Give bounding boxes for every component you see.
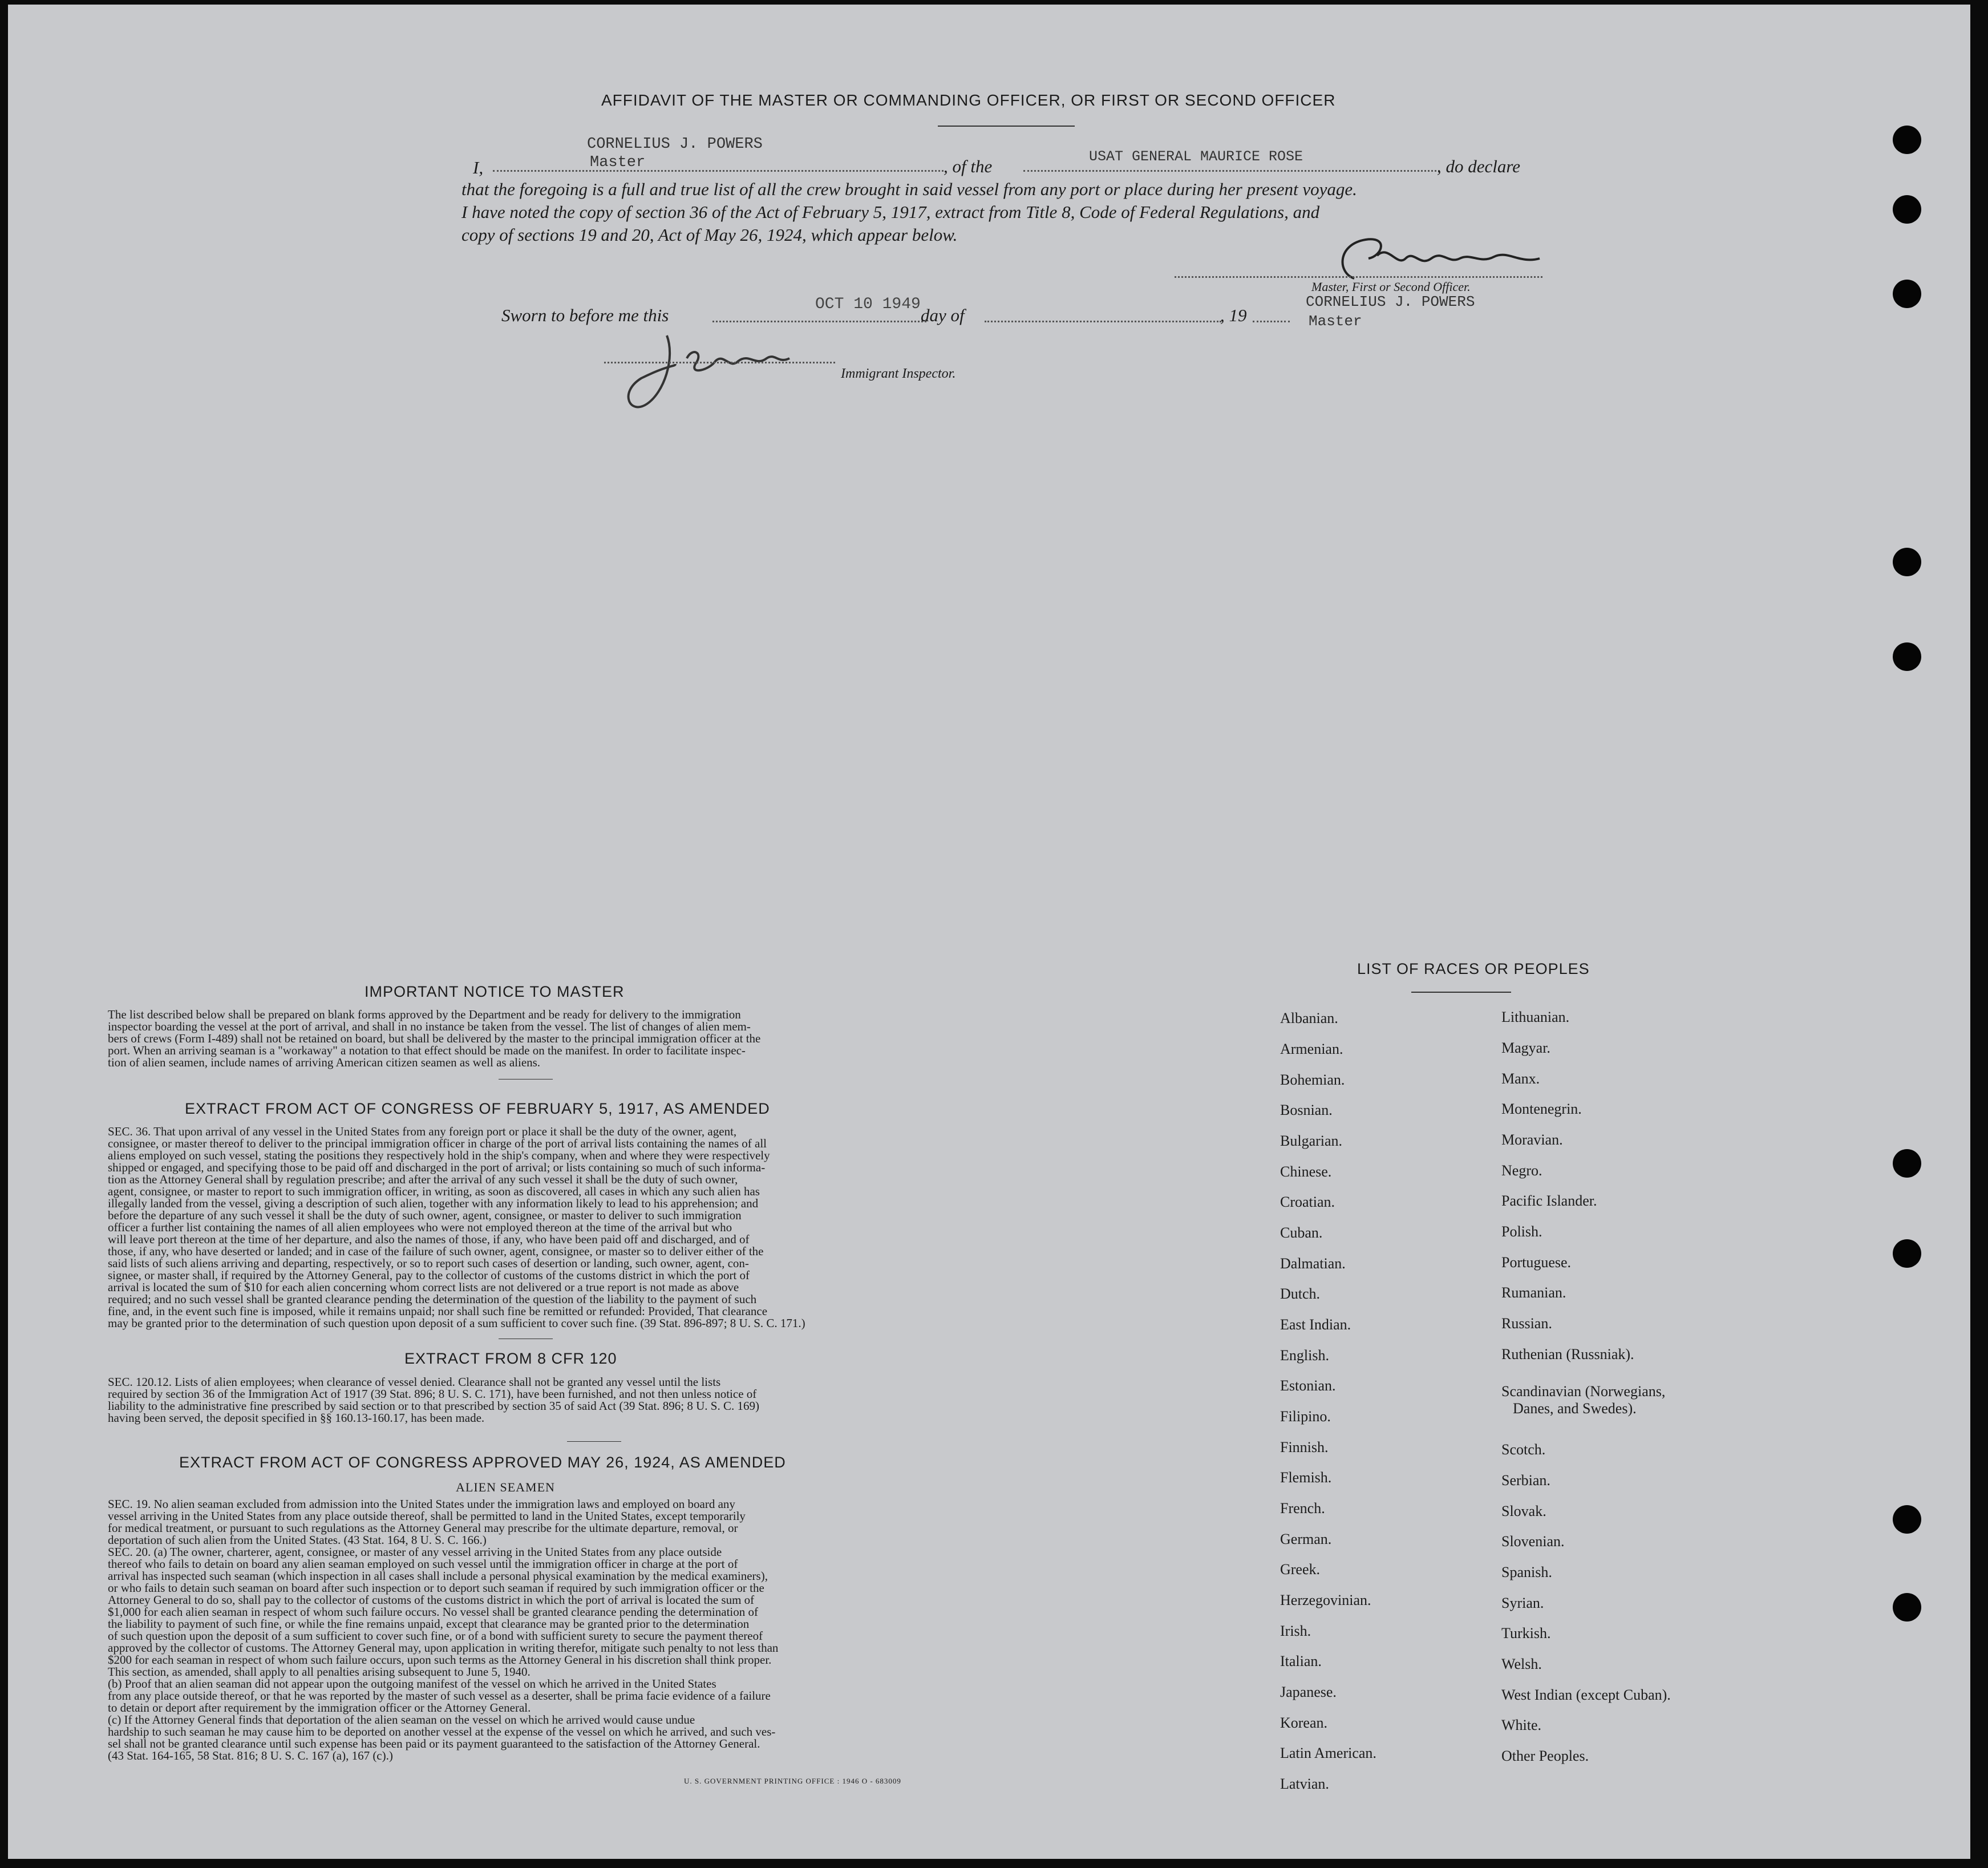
punch-hole [1893, 1149, 1921, 1178]
extract-1924-line: approved by the collector of customs. The Attorney General may, upon application in writing therefor, mitigate such penalty to not less than [108, 1641, 779, 1655]
race-item: German. [1280, 1531, 1332, 1547]
race-item: White. [1501, 1717, 1542, 1733]
race-item: Slovenian. [1501, 1533, 1565, 1550]
typed-name: CORNELIUS J. POWERS [587, 136, 763, 153]
race-item: Magyar. [1501, 1040, 1550, 1056]
extract-1917-line: signee, or master shall, if required by the Attorney General, pay to the collector of customs of the customs district in which the port of [108, 1268, 750, 1282]
name-line [493, 170, 944, 172]
form-sheet [8, 5, 1970, 1859]
extract-1917-line: fine, and, in the event such fine is imposed, while it remains unpaid; nor shall such fine be remitted or refunded: Provided, That clearance [108, 1304, 768, 1318]
extract-1924-line: (43 Stat. 164-165, 58 Stat. 816; 8 U. S. C. 167 (a), 167 (c).) [108, 1749, 393, 1762]
affidavit-line-2: that the foregoing is a full and true list of all the crew brought in said vessel from any port or place during her present voyage. [461, 179, 1357, 199]
extract-1917-line: said lists of such aliens arriving and departing, respectively, or so to report such cases of desertion or landing, such owner, agent, con- [108, 1256, 749, 1270]
races-title: LIST OF RACES OR PEOPLES [1357, 960, 1590, 977]
extract-1917-line: shipped or engaged, and specifying those to be paid off and discharged in the port of arrival; or lists containing so much of such informa- [108, 1161, 766, 1174]
extract-1924-line: to detain or deport after requirement by the immigration officer or the Attorney General. [108, 1701, 531, 1715]
race-item: Latvian. [1280, 1776, 1329, 1792]
extract-1924-line: SEC. 20. (a) The owner, charterer, agent, consignee, or master of any vessel arriving in the United States from any place outside [108, 1545, 722, 1559]
race-item: Syrian. [1501, 1595, 1544, 1611]
extract-1917-title: EXTRACT FROM ACT OF CONGRESS OF FEBRUARY 5, 1917, AS AMENDED [185, 1100, 770, 1117]
extract-cfr-line: SEC. 120.12. Lists of alien employees; when clearance of vessel denied. Clearance shall not be granted any vessel until the lists [108, 1375, 721, 1389]
race-item: Dalmatian. [1280, 1255, 1346, 1272]
races-rule [1411, 992, 1511, 993]
extract-1917-line: arrival is located the sum of $10 for each alien concerning whom correct lists are not delivered or a true report is not made as above [108, 1280, 739, 1294]
race-item: Flemish. [1280, 1469, 1332, 1486]
vessel-name: USAT GENERAL MAURICE ROSE [1089, 148, 1303, 165]
extract-1917-line: may be granted prior to the determination of such question upon deposit of a sum sufficient to cover such fine. (39 Stat. 896-897; 8 U. S. C. 171.) [108, 1316, 805, 1330]
of-the-text: , of the [944, 156, 993, 176]
race-item: Bohemian. [1280, 1072, 1345, 1088]
race-item: Danes, and Swedes). [1513, 1400, 1637, 1417]
race-item: Russian. [1501, 1315, 1552, 1332]
notice-line: tion of alien seamen, include names of arriving American citizen seamen as well as aliens. [108, 1056, 541, 1069]
race-item: Italian. [1280, 1653, 1322, 1669]
race-item: Pacific Islander. [1501, 1192, 1597, 1209]
race-item: Irish. [1280, 1623, 1311, 1639]
extract-1924-line: from any place outside thereof, or that he was reported by the master of such vessel as a deserter, shall be prima facie evidence of a failure [108, 1689, 771, 1703]
race-item: Turkish. [1501, 1625, 1551, 1641]
extract-1924-line: SEC. 19. No alien seaman excluded from admission into the United States under the immigration laws and employed on board any [108, 1497, 735, 1511]
extract-1917-line: agent, consignee, or master to report to such immigration officer, in writing, as soon as discovered, all cases in which any such alien has [108, 1184, 760, 1198]
extract-1924-line: thereof who fails to detain on board any alien seaman employed on such vessel until the immigration officer in charge at the port of [108, 1557, 738, 1571]
extract-cfr-body [108, 1376, 946, 1424]
punch-hole [1893, 642, 1921, 671]
do-declare-text: , do declare [1437, 156, 1521, 176]
race-item: Dutch. [1280, 1285, 1321, 1302]
race-item: English. [1280, 1347, 1329, 1364]
inspector-signature [596, 324, 852, 427]
signer-title: Master [1309, 313, 1362, 330]
race-item: Bulgarian. [1280, 1133, 1343, 1149]
extract-1917-line: will leave port thereon at the time of her departure, and also the names of those, if any, who have been paid off and discharged, and of [108, 1232, 750, 1246]
signer-name: CORNELIUS J. POWERS [1306, 293, 1475, 310]
notice-line: port. When an arriving seaman is a "workaway" a notation to that effect should be made on the manifest. In order to facilitate inspec- [108, 1044, 746, 1057]
race-item: Negro. [1501, 1162, 1542, 1179]
race-item: Portuguese. [1501, 1254, 1572, 1271]
month-line [985, 321, 1221, 322]
extract-1917-line: SEC. 36. That upon arrival of any vessel in the United States from any foreign port or place it shall be the duty of the owner, agent, [108, 1125, 737, 1138]
race-item: French. [1280, 1500, 1325, 1517]
extract-1917-line: required; and no such vessel shall be granted clearance pending the determination of the question of the liability to the payment of such [108, 1292, 757, 1306]
affidavit-line-4: copy of sections 19 and 20, Act of May 26, 1924, which appear below. [461, 225, 958, 245]
race-item: Welsh. [1501, 1656, 1542, 1672]
extract-1924-line: Attorney General to do so, shall pay to the collector of customs of the customs district in which the port of arrival is located the sum of [108, 1593, 755, 1607]
race-item: Slovak. [1501, 1503, 1546, 1519]
extract-1924-line: the liability to payment of such fine, or while the fine remains unpaid, except that clearance may be granted prior to the determination [108, 1617, 750, 1631]
extract-1917-line: consignee, or master thereof to deliver to the principal immigration officer in charge of the port of arrival lists containing the names of all [108, 1137, 767, 1150]
punch-hole [1893, 1239, 1921, 1268]
extract-1917-line: officer a further list containing the names of all alien employees who were not employed thereon at the time of the arrival but who [108, 1220, 732, 1234]
race-item: Herzegovinian. [1280, 1592, 1371, 1608]
race-item: Greek. [1280, 1561, 1321, 1578]
extract-1924-body [108, 1498, 946, 1762]
extract-1924-title: EXTRACT FROM ACT OF CONGRESS APPROVED MAY 26, 1924, AS AMENDED [179, 1454, 786, 1471]
race-item: Scotch. [1501, 1441, 1546, 1458]
race-item: Rumanian. [1501, 1284, 1566, 1301]
race-item: Ruthenian (Russniak). [1501, 1346, 1634, 1362]
extract-1924-line: This section, as amended, shall apply to all penalties arising subsequent to June 5, 1940. [108, 1665, 531, 1679]
race-item: Scandinavian (Norwegians, [1501, 1383, 1666, 1400]
affidavit-line-3: I have noted the copy of section 36 of the Act of February 5, 1917, extract from Title 8, Code of Federal Regulations, and [461, 202, 1320, 222]
extract-1917-line: illegally landed from the vessel, giving a description of such alien, together with any information likely to lead to his apprehension; and [108, 1196, 759, 1210]
notice-title: IMPORTANT NOTICE TO MASTER [365, 983, 625, 1000]
race-item: Filipino. [1280, 1408, 1331, 1425]
race-item: Moravian. [1501, 1131, 1563, 1148]
race-item: Finnish. [1280, 1439, 1329, 1455]
extract-1924-line: vessel arriving in the United States from any place outside thereof, shall be permitted to land in the United States, except temporarily [108, 1509, 746, 1523]
year-prefix: , 19 [1220, 305, 1247, 325]
race-item: Bosnian. [1280, 1102, 1333, 1118]
race-item: Lithuanian. [1501, 1009, 1570, 1025]
extract-1924-line: (b) Proof that an alien seaman did not appear upon the outgoing manifest of the vessel on which he arrived in the United States [108, 1677, 716, 1691]
sworn-day-line [712, 321, 926, 322]
sworn-text: Sworn to before me this [501, 305, 669, 325]
race-item: Serbian. [1501, 1472, 1550, 1489]
inspector-caption: Immigrant Inspector. [841, 366, 956, 381]
race-item: Cuban. [1280, 1224, 1323, 1241]
extract-1924-line: $200 for each seaman in respect of whom such failure occurs, upon such terms as the Attorney General in his discretion shall think proper. [108, 1653, 772, 1667]
extract-1917-body [108, 1126, 946, 1329]
extract-1917-line: tion as the Attorney General shall by regulation prescribe; and after the arrival of any such vessel it shall be the duty of such owner, [108, 1172, 738, 1186]
race-item: Other Peoples. [1501, 1748, 1589, 1764]
pronoun: I, [473, 157, 484, 177]
title-rule [938, 126, 1075, 127]
extract-1924-line: for medical treatment, or pursuant to such regulations as the Attorney General may prescribe for the ultimate departure, removal, or [108, 1521, 738, 1535]
signature-line [1175, 276, 1542, 278]
punch-hole [1893, 195, 1921, 224]
race-item: Manx. [1501, 1070, 1540, 1087]
year-line [1253, 321, 1290, 322]
typed-title: Master [590, 154, 646, 171]
race-item: Armenian. [1280, 1041, 1343, 1057]
punch-hole [1893, 126, 1921, 154]
extract-1917-line: aliens employed on such vessel, stating the positions they respectively hold in the ship's company, when and where they were respectively [108, 1149, 770, 1162]
race-item: Japanese. [1280, 1684, 1337, 1700]
notice-line: The list described below shall be prepared on blank forms approved by the Department and be ready for delivery to the immigration [108, 1008, 741, 1021]
date-stamp: OCT 10 1949 [815, 296, 921, 313]
extract-1924-line: hardship to such seaman he may cause him to be deported on another vessel at the expense of the vessel on which he arrived, and such ves- [108, 1725, 776, 1738]
extract-cfr-line: required by section 36 of the Immigration Act of 1917 (39 Stat. 896; 8 U. S. C. 171), have been furnished, and not then unless notice of [108, 1387, 757, 1401]
punch-hole [1893, 280, 1921, 308]
race-item: Montenegrin. [1501, 1101, 1582, 1117]
punch-hole [1893, 1505, 1921, 1534]
affidavit-title: AFFIDAVIT OF THE MASTER OR COMMANDING OFFICER, OR FIRST OR SECOND OFFICER [601, 91, 1336, 109]
extract-cfr-title: EXTRACT FROM 8 CFR 120 [404, 1350, 617, 1367]
punch-hole [1893, 548, 1921, 576]
punch-hole [1893, 1593, 1921, 1622]
extract-1924-line: or who fails to detain such seaman on board after such inspection or to deport such seaman if required by such immigration officer or the [108, 1581, 764, 1595]
extract-1924-line: arrival has inspected such seaman (which inspection in all cases shall include a personal physical examination by the medical examiners), [108, 1569, 768, 1583]
vessel-line [1023, 170, 1440, 172]
extract-1917-line: before the departure of any such vessel it shall be the duty of such owner, agent, consignee, or master to deliver to such immigration [108, 1208, 742, 1222]
section-rule [567, 1441, 621, 1442]
race-item: East Indian. [1280, 1316, 1351, 1333]
extract-1924-line: (c) If the Attorney General finds that deportation of the alien seaman on the vessel on which he arrived would cause undue [108, 1713, 695, 1727]
race-item: Chinese. [1280, 1163, 1332, 1180]
extract-1924-line: deportation of such alien from the United States. (43 Stat. 164, 8 U. S. C. 166.) [108, 1533, 487, 1547]
race-item: Latin American. [1280, 1745, 1376, 1761]
extract-1924-line: $1,000 for each alien seaman in respect of whom such failure occurs. No vessel shall be granted clearance pending the determination of [108, 1605, 758, 1619]
race-item: Croatian. [1280, 1194, 1335, 1210]
notice-body [108, 1009, 946, 1069]
race-item: Korean. [1280, 1715, 1328, 1731]
signature-caption: Master, First or Second Officer. [1311, 280, 1471, 294]
extract-cfr-line: having been served, the deposit specified in §§ 160.13-160.17, has been made. [108, 1411, 485, 1425]
race-item: Albanian. [1280, 1010, 1338, 1026]
extract-cfr-line: liability to the administrative fine prescribed by said section or to that prescribed by section 35 of said Act (39 Stat. 896; 8 U. S. C. 169) [108, 1399, 759, 1413]
extract-1924-line: of such question upon the deposit of a sum sufficient to cover such fine, or of a bond with sufficient surety to secure the payment thereof [108, 1629, 763, 1643]
printing-imprint: U. S. GOVERNMENT PRINTING OFFICE : 1946 O - 683009 [684, 1777, 901, 1785]
extract-1924-line: sel shall not be granted clearance until such expense has been paid or its payment guaranteed to the satisfaction of the Attorney General. [108, 1737, 760, 1750]
race-item: West Indian (except Cuban). [1501, 1687, 1671, 1703]
race-item: Polish. [1501, 1223, 1542, 1240]
notice-line: bers of crews (Form I-489) shall not be retained on board, but shall be delivered by the master to the principal immigration officer at the [108, 1032, 761, 1045]
inspector-line [604, 362, 835, 363]
alien-seamen-subtitle: ALIEN SEAMEN [456, 1480, 555, 1494]
race-item: Estonian. [1280, 1377, 1336, 1394]
master-signature [1314, 233, 1560, 287]
extract-1917-line: those, if any, who have deserted or landed; and in case of the failure of such owner, agent, consignee, or master so to deliver either of the [108, 1244, 764, 1258]
notice-line: inspector boarding the vessel at the port of arrival, and shall in no instance be taken from the vessel. The list of changes of alien mem- [108, 1020, 751, 1033]
race-item: Spanish. [1501, 1564, 1552, 1580]
day-of-text: day of [921, 305, 965, 325]
